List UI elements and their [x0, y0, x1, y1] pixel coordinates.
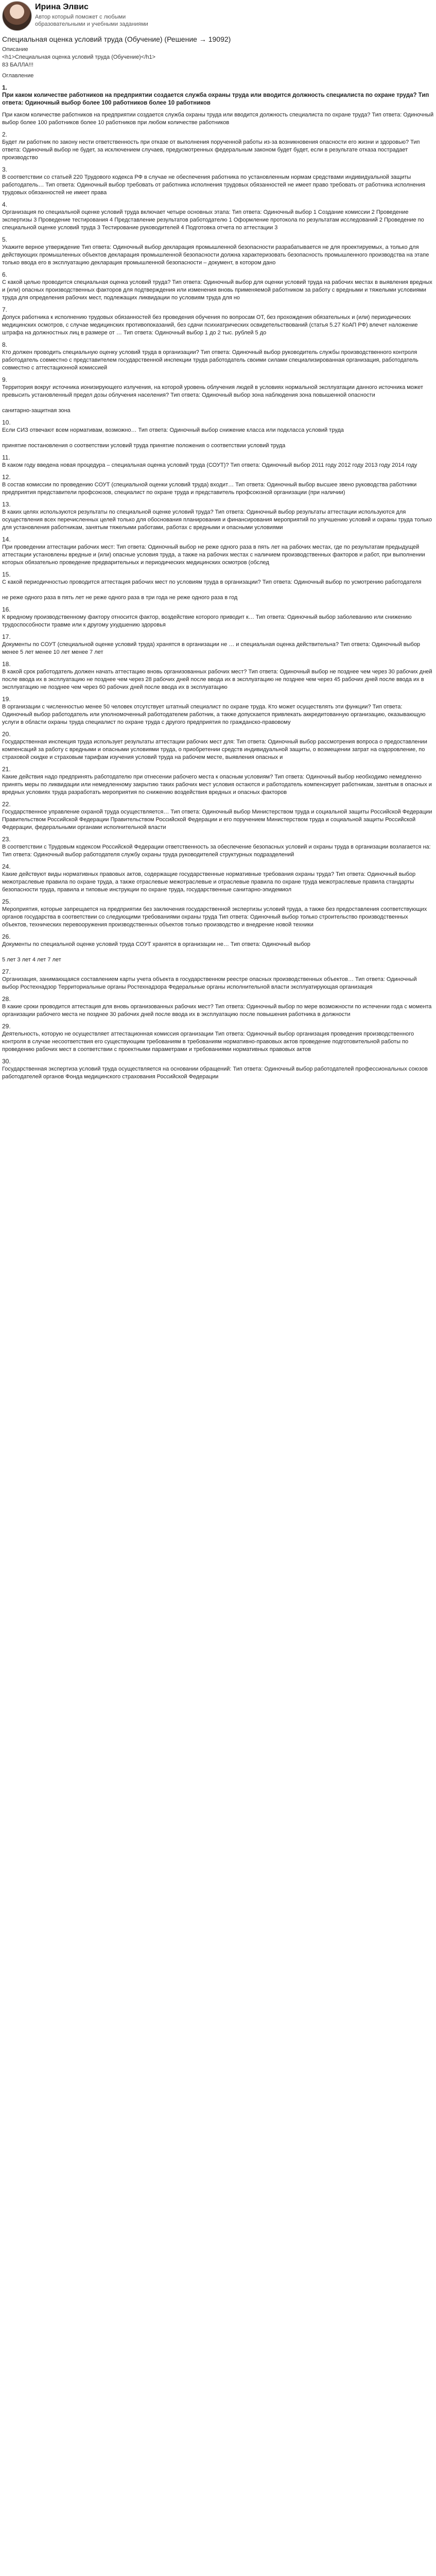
question-item: [2, 933, 434, 964]
question-text: Мероприятия, которые запрещается на предприятии без заключения государственной экспертизы условий труда, а также без предоставления соответствующих органов государства в соответствии со следующими требованиями охраны труда Тип ответа: Одиночный выбор только строительство производственных объектов, технических перевооружения производственных объектов только производство и внедрение новой техники: [2, 906, 427, 928]
question-item: [2, 454, 434, 469]
question-number: 12.: [2, 473, 11, 481]
question-text: К вредному производственному фактору относится фактор, воздействие которого приводит к… Тип ответа: Одиночный выбор заболеванию или снижению трудоспособности травме или к другому ухудшению здоровья: [2, 614, 412, 628]
question-text: При каком количестве работников на предприятии создается служба охраны труда или вводится должность специалиста по охране труда? Тип ответа: Одиночный выбор более 100 работников более 10 работников: [2, 92, 429, 106]
question-number: 1.: [2, 84, 8, 91]
question-text: Документы по специальной оценке условий труда СОУТ хранятся в организации не… Тип ответа: Одиночный выбор 5 лет 3 лет 4 лет 7 лет: [2, 941, 310, 963]
contents-label: Оглавление: [2, 73, 34, 79]
question-text: Государственное управление охраной труда осуществляется… Тип ответа: Одиночный выбор Министерством труда и социальной защиты Российской Федерации Правительством Российской Федерации Правительством Российской Федерации и его поручением Министерством труда и социальной защиты Российской Федерации, федеральными органами исполнительной власти: [2, 809, 432, 831]
question-number: 24.: [2, 863, 11, 870]
question-number: 10.: [2, 419, 11, 426]
question-item: [2, 606, 434, 629]
question-text: Организация, занимающаяся составлением карты учета объекта в государственном реестре опасных производственных объектов… Тип ответа: Одиночный выбор Ростехнадзор Территориальные органы Ростехнадзора Федеральные органы исполнительной власти эксплуатирующая организация: [2, 976, 417, 990]
author-info: [35, 1, 148, 28]
question-item: [2, 968, 434, 991]
question-number: 28.: [2, 995, 11, 1003]
question-item: [2, 696, 434, 726]
question-text: Кто должен проводить специальную оценку условий труда в организации? Тип ответа: Одиночный выбор руководитель службы производственного контроля работодатель совместно с представителем государственной инспекции труда работодатель своими силами специализированная организация, работодатель совместно с аттестационной комиссией: [2, 349, 418, 371]
question-item: [2, 660, 434, 691]
question-item: [2, 166, 434, 197]
question-item: [2, 766, 434, 796]
description-label: Описание: [2, 46, 28, 53]
question-item: [2, 341, 434, 372]
question-item: [2, 419, 434, 450]
question-text: В состав комиссии по проведению СОУТ (специальной оценки условий труда) входит… Тип ответа: Одиночный выбор высшее звено руководства работники предприятия представители профсоюзов, специалист по охране труда и представитель профсоюзной организации (при наличии): [2, 482, 417, 496]
question-text: В каких целях используются результаты по специальной оценке условий труда? Тип ответа: Одиночный выбор результаты аттестации используются для осуществления всех перечисленных целей только для обоснования планирования и финансирования мероприятий по улучшению условий и охраны труда только для установления работникам, занятым тяжелыми работами, работах с вредными и опасными условиями: [2, 509, 432, 531]
question-text: Если СИЗ отвечают всем нормативам, возможно… Тип ответа: Одиночный выбор снижение класса или подкласса условий труда принятие постановления о соответствии условий труда принятие положения о соответствии условий труда: [2, 427, 344, 449]
question-item: [2, 898, 434, 929]
question-text: В соответствии с Трудовым кодексом Российской Федерации ответственность за обеспечение безопасных условий и охраны труда в организации возлагается на: Тип ответа: Одиночный выбор работодателя службу охраны труда руководителей структурных подразделений: [2, 844, 431, 858]
question-number: 18.: [2, 660, 11, 668]
question-text: В какие сроки проводится аттестация для вновь организованных рабочих мест? Тип ответа: Одиночный выбор по мере возможности по истечении года с момента организации рабочего места не позднее 30 рабочих дней после ввода их в эксплуатацию после повышения работника в должности: [2, 1004, 432, 1018]
question-text: Укажите верное утверждение Тип ответа: Одиночный выбор декларация промышленной безопасности разрабатывается не для проектируемых, а только для действующих промышленных объектов декларация промышленной безопасности должна характеризовать безопасность промышленного производства на этапе только ввода его в эксплуатацию декларация промышленной безопасности – документ, в котором дано: [2, 244, 429, 266]
question-list: [2, 84, 434, 1081]
question-text: Документы по СОУТ (специальной оценке условий труда) хранятся в организации не … и специальная оценка действительна? Тип ответа: Одиночный выбор менее 5 лет менее 10 лет менее 7 лет: [2, 641, 421, 655]
description-line: <h1>Специальная оценка условий труда (Обучение)</h1>: [2, 54, 155, 60]
question-item: [2, 836, 434, 859]
question-item: [2, 571, 434, 602]
question-text: Какие действия надо предпринять работодателю при отнесении рабочего места к опасным условиям? Тип ответа: Одиночный выбор необходимо немедленно принять меры по ликвидации или немедленному закрытию таких рабочих мест условия остаются и работодатель компенсирует работникам, занятым в опасных и вредных условиях труда разработать мероприятия по снижению воздействия вредных и опасных факторов: [2, 774, 432, 795]
question-number: 21.: [2, 766, 11, 773]
question-item: [2, 536, 434, 567]
question-number: 16.: [2, 606, 11, 613]
question-item: [2, 1058, 434, 1081]
question-text: Допуск работника к исполнению трудовых обязанностей без проведения обучения по вопросам ОТ, без прохождения обязательных и (или) периодических медицинских осмотров, с случае медицинских противопоказаний, без сдачи психиатрических освидетельствований (статья 5.27 КоАП РФ) влечет наложение штрафа на должностных лиц в размере от … Тип ответа: Одиночный выбор 1 до 2 тыс. рублей 5 до: [2, 314, 418, 336]
question-item: [2, 473, 434, 497]
question-number: 6.: [2, 271, 8, 278]
question-number: 25.: [2, 898, 11, 905]
author-header: [2, 0, 434, 33]
question-text: При каком количестве работников на предприятии создается служба охраны труда или вводится должность специалиста по охране труда? Тип ответа: Одиночный выбор более 100 работников более 10 работников при любом количестве работников: [2, 112, 434, 126]
question-number: 26.: [2, 933, 11, 940]
question-text: В каком году введена новая процедура – специальная оценка условий труда (СОУТ)? Тип ответа: Одиночный выбор 2011 году 2012 году 2013 году 2014 году: [2, 462, 417, 468]
question-number: 23.: [2, 836, 11, 843]
question-item: [2, 84, 434, 107]
question-number: 13.: [2, 501, 11, 508]
question-number: 7.: [2, 306, 8, 313]
question-item: [2, 306, 434, 337]
question-number: 27.: [2, 968, 11, 975]
question-number: 4.: [2, 201, 8, 208]
question-text: С какой целью проводится специальная оценка условий труда? Тип ответа: Одиночный выбор для оценки условий труда на рабочих местах в выявления вредных и (или) опасных производственных факторов для подтверждения или изменения вновь применяемой работником за работу с вредными и тяжелыми условиями труда для определения рабочих мест, подлежащих ликвидации по условиям труда для но: [2, 279, 432, 301]
question-number: 11.: [2, 454, 10, 461]
question-item: [2, 271, 434, 302]
question-number: 8.: [2, 341, 8, 348]
document-title: Специальная оценка условий труда (Обучение) (Решение → 19092): [2, 35, 231, 43]
page: [0, 0, 436, 1083]
question-item: [2, 376, 434, 415]
author-name[interactable]: Ирина Элвис: [35, 3, 89, 11]
question-item: [2, 236, 434, 267]
author-avatar[interactable]: [2, 1, 32, 31]
question-item: [2, 1023, 434, 1054]
description-line: 83 БАЛЛА!!!: [2, 62, 33, 68]
question-number: 3.: [2, 166, 8, 173]
question-item: [2, 801, 434, 832]
question-text: Какие действуют виды нормативных правовых актов, содержащие государственные нормативные требования охраны труда? Тип ответа: Одиночный выбор межотраслевые правила по охране труда, а также отраслевые межотраслевые и отраслевые правила по охране труда межотраслевые правила стандарты безопасности труда, правила и типовые инструкции по охране труда, государственные санитарно-эпидемиол: [2, 871, 416, 893]
question-number: 17.: [2, 633, 11, 640]
question-number: 2.: [2, 131, 8, 138]
question-text: В организации с численностью менее 50 человек отсутствует штатный специалист по охране труда. Кто может осуществлять эти функции? Тип ответа: Одиночный выбор работодатель или уполномоченный работодателем работник, а также допускается привлекать аккредитованную организацию, оказывающую услуги в области охраны труда специалист по охране труда с другого предприятия по гражданско-правовому: [2, 704, 426, 725]
question-item: [2, 201, 434, 232]
question-item: [2, 995, 434, 1019]
question-text: В какой срок работодатель должен начать аттестацию вновь организованных рабочих мест? Тип ответа: Одиночный выбор не позднее чем через 30 рабочих дней после ввода их в эксплуатацию не позднее чем через 28 рабочих дней после ввода их в эксплуатацию не позднее чем через 45 рабочих дней после ввода их в эксплуатацию не позднее чем через 60 рабочих дней после ввода их в эксплуатацию: [2, 669, 432, 690]
question-item: [2, 731, 434, 761]
question-number: 5.: [2, 236, 8, 243]
question-text: Государственная инспекция труда использует результаты аттестации рабочих мест для: Тип ответа: Одиночный выбор рассмотрения вопроса о предоставлении компенсаций за работу с вредными и опасными условиями труда, о приобретении средств индивидуальной защиты, о возмещении затрат на оздоровление, по страховой скидке и страховым тарифам изучения условий труда на рабочем месте, выявления опасных и: [2, 739, 427, 760]
question-number: 9.: [2, 376, 8, 383]
question-item: [2, 111, 434, 127]
question-text: С какой периодичностью проводится аттестация рабочих мест по условиям труда в организации? Тип ответа: Одиночный выбор по усмотрению работодателя не реже одного раза в пять лет не реже одного раза в три года не реже одного раза в год: [2, 579, 422, 601]
author-description: Автор который поможет с любыми образовательными и учебными заданиями: [35, 14, 148, 27]
question-text: Территория вокруг источника ионизирующего излучения, на которой уровень облучения людей в условиях нормальной эксплуатации данного источника может превысить установленный предел дозы облучения населения? Тип ответа: Одиночный выбор зона наблюдения зона повышенной опасности санитарно-защитная зона: [2, 384, 424, 414]
question-text: В соответствии со статьей 220 Трудового кодекса РФ в случае не обеспечения работника по установленным нормам средствами индивидуальной защиты работодатель… Тип ответа: Одиночный выбор требовать от работника исполнения трудовых обязанностей не имеет право требовать от работника исполнения трудовых обязанностей не имеет права: [2, 174, 425, 196]
question-text: Деятельность, которую не осуществляет аттестационная комиссия организации Тип ответа: Одиночный выбор организация проведения производственного контроля в случае несоответствия его существующим требованиям в требованиям нормативно-правовых актов проведение подготовительной работы по проведению рабочих мест в соответствии с проектными параметрами и требованиями нормативных правовых актов: [2, 1031, 414, 1053]
question-item: [2, 633, 434, 656]
question-number: 29.: [2, 1023, 11, 1030]
question-text: Организация по специальной оценке условий труда включает четыре основных этапа: Тип ответа: Одиночный выбор 1 Создание комиссии 2 Проведение экспертизы 3 Проведение тестирования 4 Представление результатов работодателю 1 Оформление протокола по результатам исследований 2 Проведение по специальной оценке условий труда 3 Тестирование руководителей 4 Подготовка отчета по аттестации 3: [2, 209, 424, 231]
question-number: 15.: [2, 571, 11, 578]
question-item: [2, 131, 434, 162]
question-number: 14.: [2, 536, 11, 543]
question-text: Государственная экспертиза условий труда осуществляется на основании обращений: Тип ответа: Одиночный выбор работодателей профессиональных союзов работодателей органов Фонда медицинского страхования Российской Федерации: [2, 1066, 428, 1080]
question-number: 20.: [2, 731, 11, 738]
question-number: 30.: [2, 1058, 11, 1065]
question-item: [2, 863, 434, 894]
question-text: При проведении аттестации рабочих мест: Тип ответа: Одиночный выбор не реже одного раза в пять лет на рабочих местах, где по результатам предыдущей аттестации установлены вредные и (или) опасные условия труда, а также на рабочих местах с наличием производственных факторов и работ, при выполнении которых обязательно проведение предварительных и периодических медицинских осмотров (обслед: [2, 544, 425, 566]
question-text: Будет ли работник по закону нести ответственность при отказе от выполнения порученной работы из-за возникновения опасности его жизни и здоровью? Тип ответа: Одиночный выбор не будет, за исключением случаев, предусмотренных федеральным законом будет будет, если в результате отказа пострадает производство: [2, 139, 420, 161]
question-item: [2, 501, 434, 532]
question-number: 22.: [2, 801, 11, 808]
question-number: 19.: [2, 696, 11, 703]
